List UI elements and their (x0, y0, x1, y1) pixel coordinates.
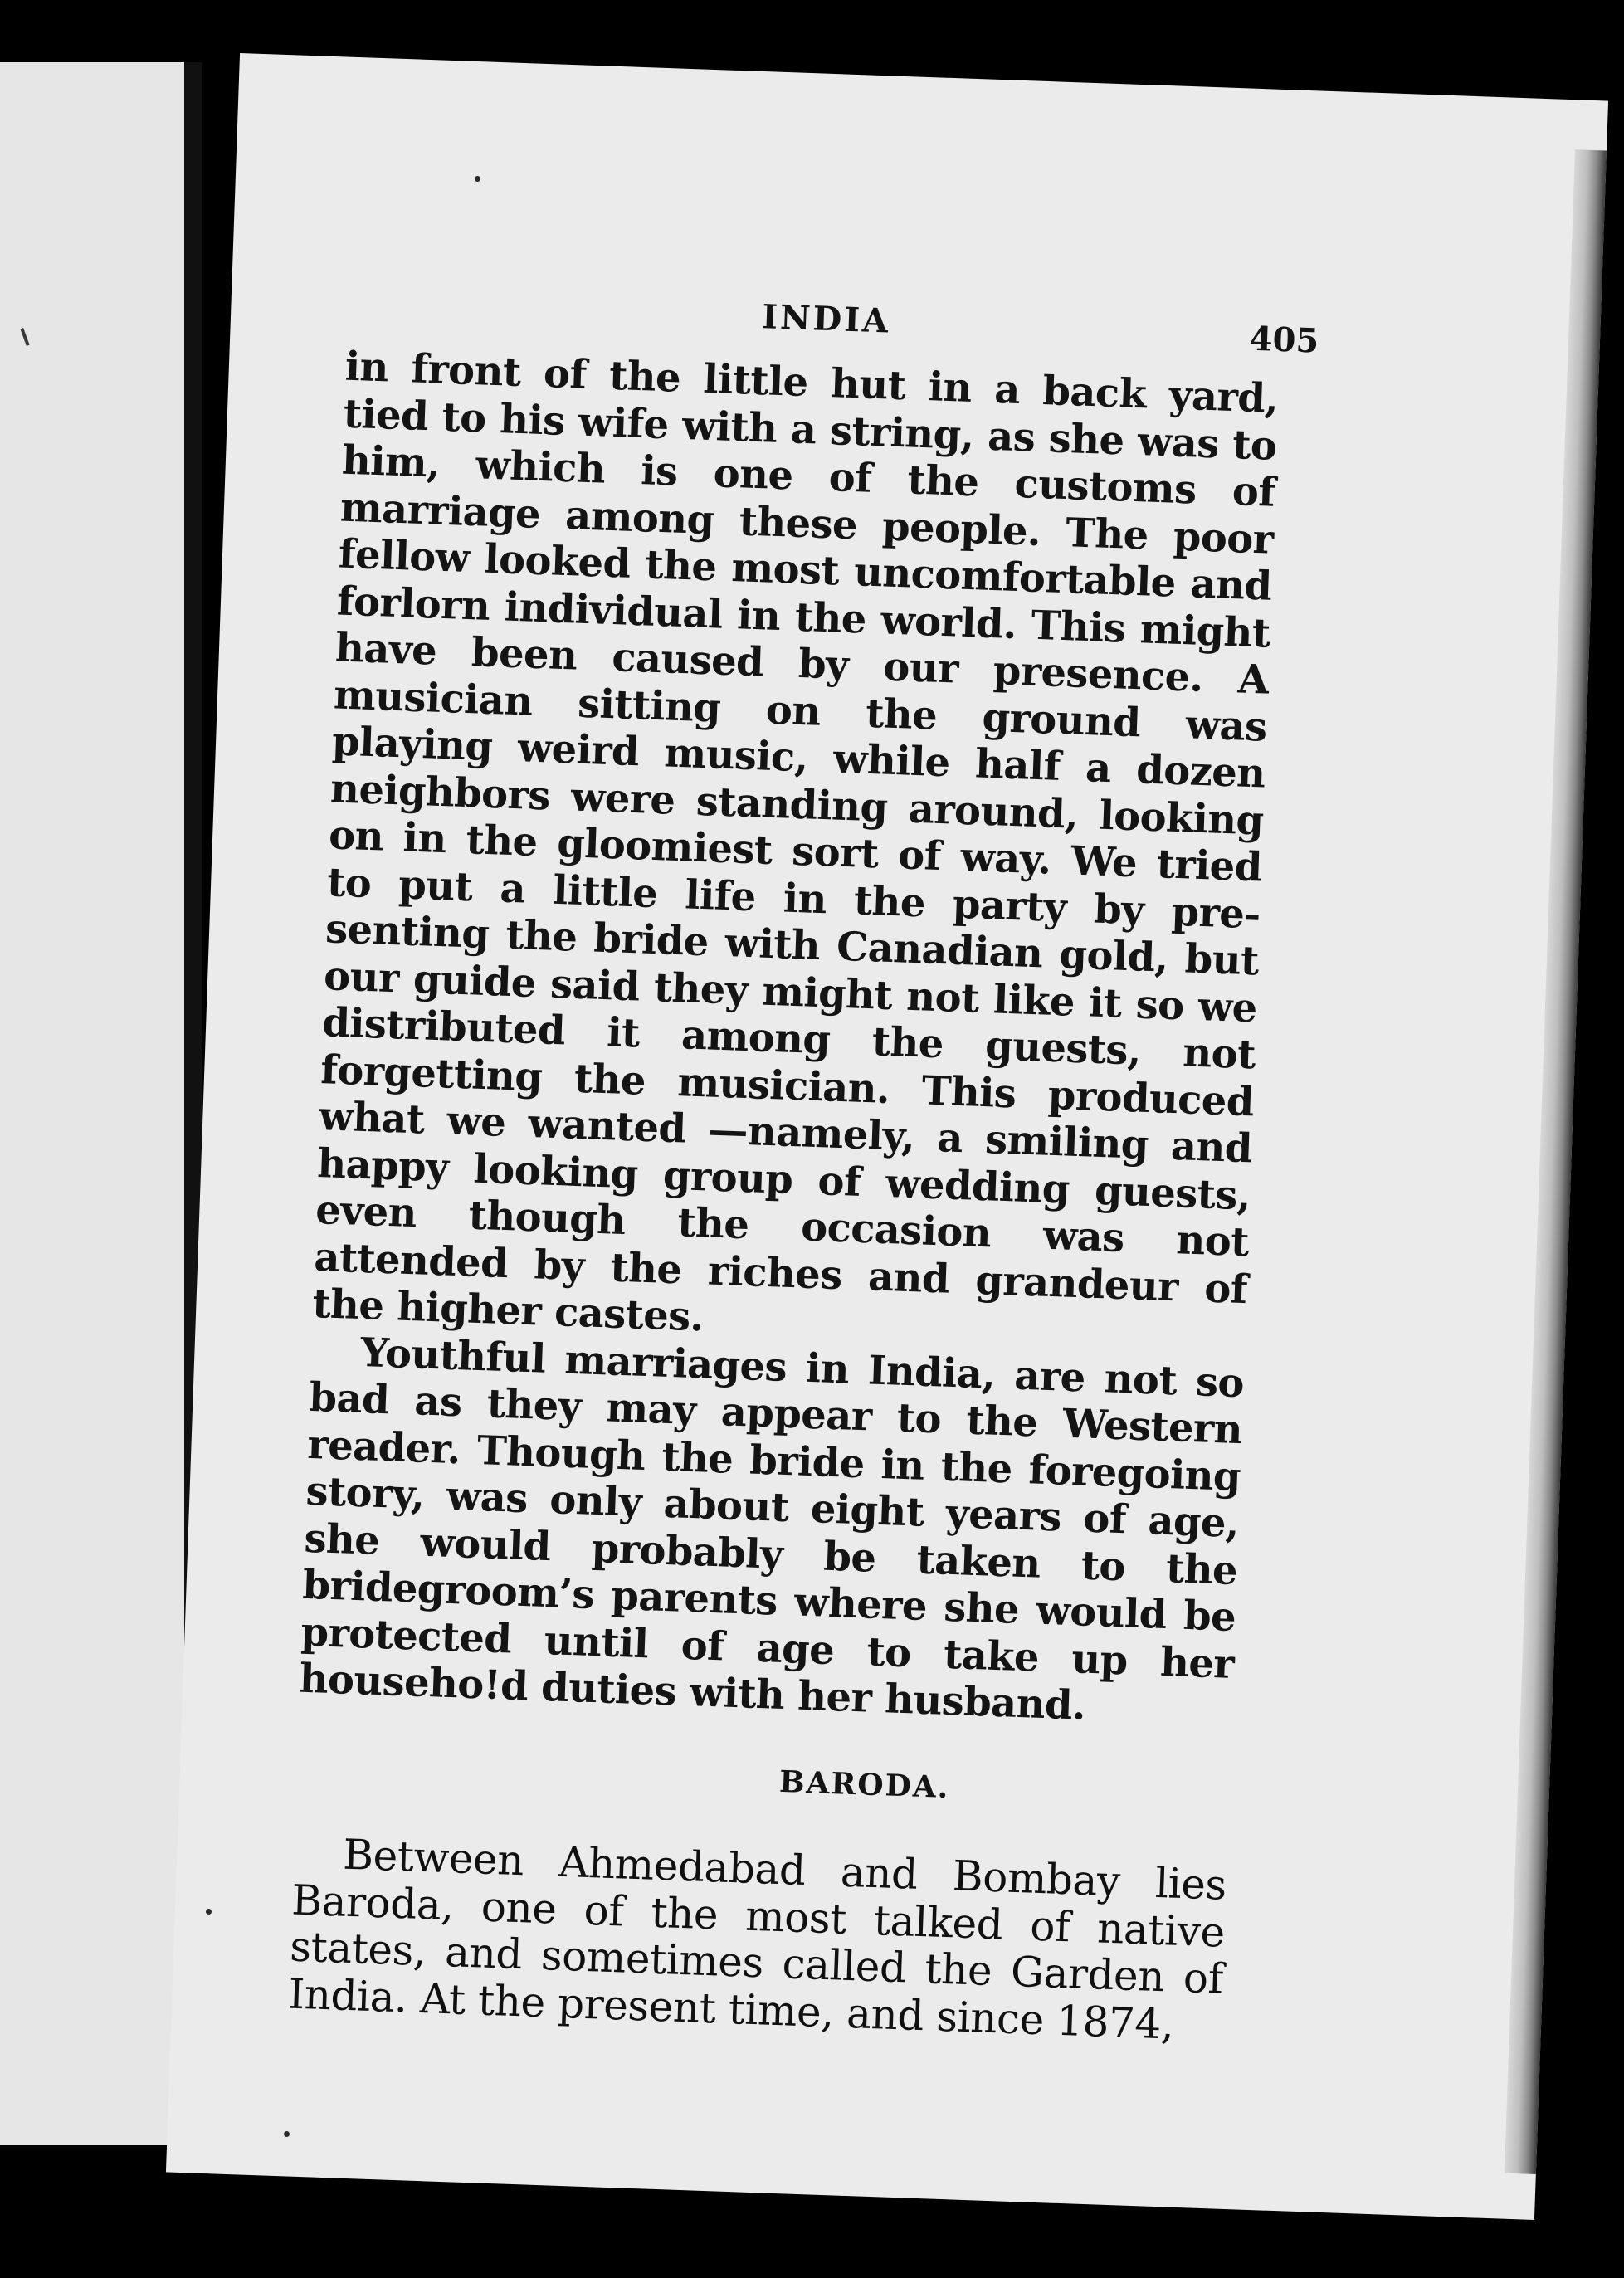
section-heading: BARODA. (778, 1763, 951, 1806)
paragraph-youthful-marriages: Youthful marriages in India, are not so bad as they may appear to the Western reader. Though the bride in the foregoing story, was only about eight years of age, she would probably be taken to the bridegroom’s parents where she would be protected until of age to take up her househo!d duties with her husband. (298, 1329, 1245, 1729)
paragraph-continued: in front of the little hut in a back yard, tied to his wife with a string, as she was to him, which is one of the customs of marriage among these people. The poor fellow looked the most uncomfortable and forlorn individual in the world. This might have been caused by our presence. A musician sitting on the ground was playing weird music, while half a dozen neighbors were standing around, looking on in the gloomiest sort of way. We tried to put a little life in the party by pre-senting the bride with Canadian gold, but our guide said they might not like it so we distributed it among the guests, not forgetting the musician. This produced what we wanted —namely, a smiling and happy looking group of wedding guests, even though the occasion was not attended by the riches and grandeur of the higher castes. (311, 343, 1280, 1341)
paragraph-baroda: Between Ahmedabad and Bombay lies Baroda, one of the most talked of native states, and sometimes called the Garden of India. At the present time, and since 1874, (287, 1830, 1227, 2049)
page-edge (1505, 149, 1607, 2174)
section-body (288, 1830, 1227, 2050)
speck (475, 176, 480, 182)
page-mark (20, 328, 29, 346)
running-head-title: INDIA (761, 297, 891, 341)
speck (206, 1909, 212, 1915)
facing-page (0, 62, 184, 2145)
speck (284, 2131, 290, 2137)
book-page (166, 53, 1608, 2220)
body-text (299, 344, 1279, 1735)
page-number: 405 (1248, 319, 1320, 361)
